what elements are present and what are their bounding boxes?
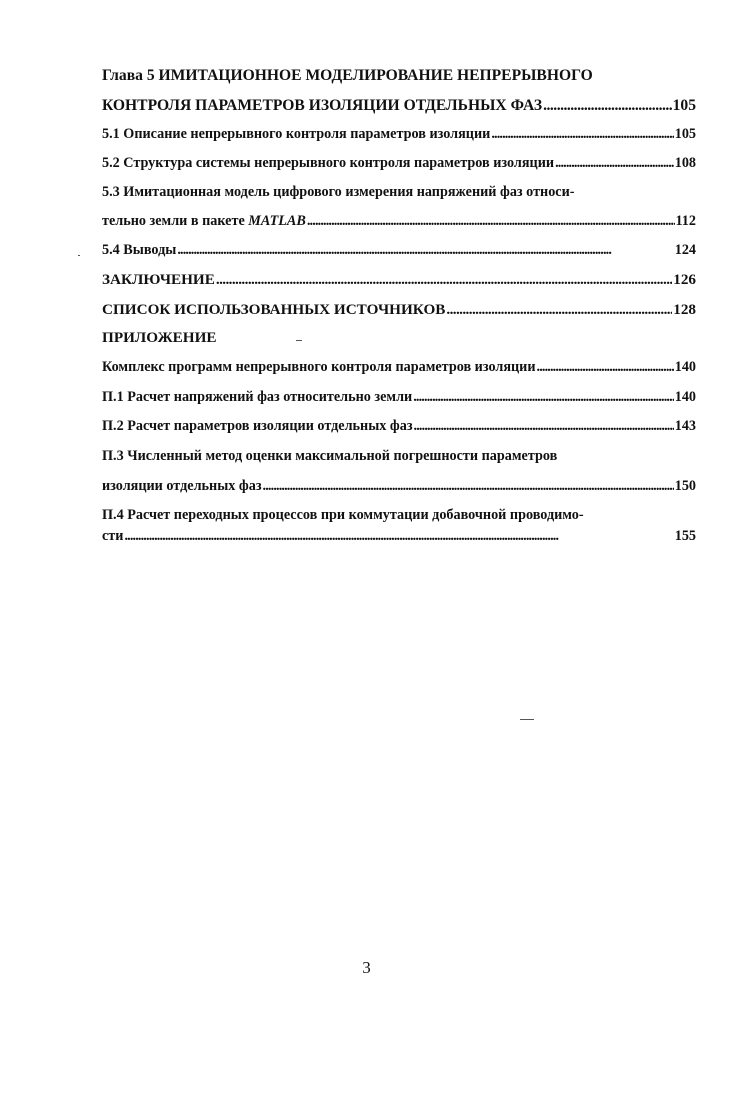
toc-entry-p2[interactable]: [102, 416, 696, 436]
toc-page-number: 124: [674, 242, 696, 258]
toc-page-number: 105: [674, 126, 696, 142]
scan-speck: [78, 255, 80, 256]
toc-entry-title: П.2 Расчет параметров изоляции отдельных фаз: [102, 418, 413, 434]
toc-page-number: 128: [673, 301, 696, 318]
dot-leader: [543, 96, 672, 116]
dot-leader: [446, 300, 672, 320]
toc-entry-p3-line2[interactable]: [102, 476, 696, 496]
dot-leader: [177, 240, 673, 260]
toc-entry-conclusion[interactable]: [102, 270, 696, 290]
toc-entry-title: П.1 Расчет напряжений фаз относительно земли: [102, 389, 413, 405]
toc-entry-title: сти: [102, 528, 124, 544]
toc-entry-5-4[interactable]: [102, 240, 696, 260]
toc-entry-title: 5.4 Выводы: [102, 242, 177, 258]
toc-entry-title: СПИСОК ИСПОЛЬЗОВАННЫХ ИСТОЧНИКОВ: [102, 301, 446, 318]
toc-page-number: 140: [674, 359, 696, 375]
dot-leader: [263, 476, 674, 496]
dot-leader: [413, 387, 674, 407]
toc-entry-title: 5.2 Структура системы непрерывного контроля параметров изоляции: [102, 155, 555, 171]
toc-entry-title: КОНТРОЛЯ ПАРАМЕТРОВ ИЗОЛЯЦИИ ОТДЕЛЬНЫХ ФАЗ: [102, 97, 543, 114]
toc-entry-title: 5.1 Описание непрерывного контроля параметров изоляции: [102, 126, 491, 142]
toc-page-number: 126: [673, 271, 696, 288]
toc-entry-p3-line1[interactable]: [102, 446, 696, 466]
toc-entry-5-2[interactable]: [102, 153, 696, 173]
toc-entry-title-prefix: тельно земли в пакете: [102, 213, 249, 229]
toc-page-number: 108: [674, 155, 696, 171]
toc-entry-p4-line2[interactable]: [102, 526, 696, 546]
toc-entry-5-3-line1[interactable]: [102, 182, 696, 202]
toc-entry-title: изоляции отдельных фаз: [102, 478, 262, 494]
page-number: 3: [362, 958, 371, 977]
toc-entry-p4-line1[interactable]: [102, 505, 696, 525]
toc-entry-chapter5-line2[interactable]: [102, 96, 696, 116]
dot-leader: [537, 357, 674, 377]
dot-leader: [307, 211, 675, 231]
toc-entry-chapter5-line1[interactable]: [102, 66, 696, 86]
toc-entry-title: П.4 Расчет переходных процессов при коммутации добавочной проводимо-: [102, 507, 584, 523]
toc-page-number: 105: [672, 97, 696, 114]
toc-entry-title: П.3 Численный метод оценки максимальной погрешности параметров: [102, 448, 558, 464]
scan-speck: [520, 719, 534, 720]
toc-entry-5-1[interactable]: [102, 124, 696, 144]
toc-entry-title: ЗАКЛЮЧЕНИЕ: [102, 271, 215, 288]
toc-page-number: 155: [674, 528, 696, 544]
toc-entry-title: ПРИЛОЖЕНИЕ: [102, 329, 217, 346]
toc-page-number: 150: [674, 478, 696, 494]
toc-entry-title: 5.3 Имитационная модель цифрового измерения напряжений фаз относи-: [102, 184, 575, 200]
dot-leader: [414, 416, 674, 436]
toc-entry-sources[interactable]: [102, 300, 696, 320]
toc-entry-appendix[interactable]: [102, 328, 696, 348]
dot-leader: [216, 270, 672, 290]
toc-entry-program-complex[interactable]: [102, 357, 696, 377]
toc-page-number: 143: [674, 418, 696, 434]
toc-entry-p1[interactable]: [102, 387, 696, 407]
toc-entry-title: Глава 5 ИМИТАЦИОННОЕ МОДЕЛИРОВАНИЕ НЕПРЕРЫВНОГО: [102, 67, 593, 84]
toc-page-number: 112: [675, 213, 696, 229]
scan-speck: [296, 340, 302, 341]
dot-leader: [555, 153, 674, 173]
toc-entry-5-3-line2[interactable]: [102, 211, 696, 231]
toc-entry-title: Комплекс программ непрерывного контроля параметров изоляции: [102, 359, 536, 375]
dot-leader: [124, 526, 673, 546]
matlab-term: MATLAB: [248, 213, 306, 229]
dot-leader: [491, 124, 673, 144]
toc-page-number: 140: [674, 389, 696, 405]
toc-entry-title: [102, 211, 306, 231]
